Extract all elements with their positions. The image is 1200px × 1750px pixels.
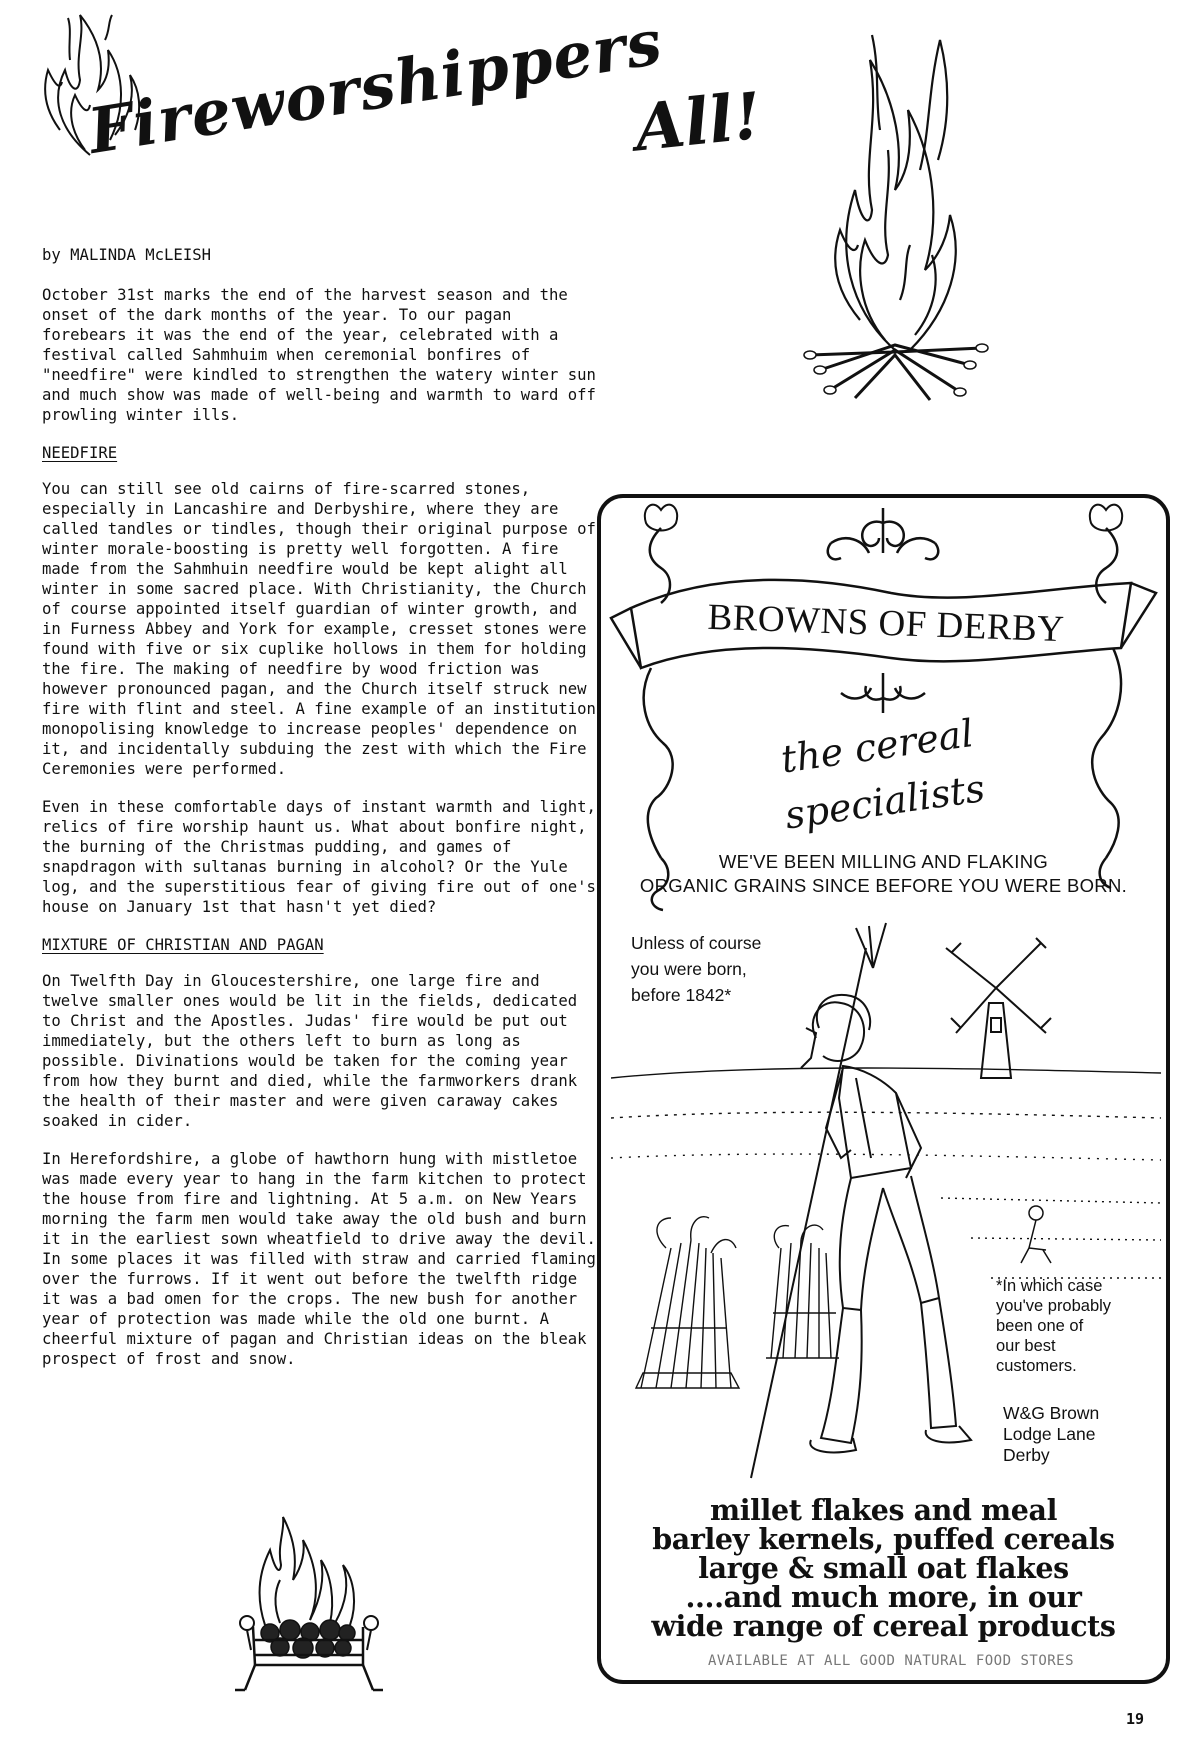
- ad-brand-name: BROWNS OF DERBY: [706, 596, 1066, 651]
- mixture-paragraph-2: In Herefordshire, a globe of hawthorn hung with mistletoe was made every year to hang in the farm kitchen to protect the house from fire and lightning. At 5 a.m. on New Years morning the farm men would take away the old bush and burn it in the earliest sown wheatfield to drive away the devil. In some places it was filled with straw and carried flaming over the furrows. If it went out before the twelfth ridge it was a bad omen for the crops. The new bush for another year of protection was made while the old one burnt. A cheerful mixture of pagan and Christian ideas on the bleak prospect of frost and snow.: [42, 1150, 596, 1368]
- ad-unless-line3: before 1842*: [631, 985, 732, 1005]
- article-title: Fireworshippers: [83, 5, 668, 168]
- ad-tagline-line2: specialists: [782, 765, 988, 838]
- ad-tagline-line1: the cereal: [778, 711, 976, 782]
- ad-unless-line2: you were born,: [631, 959, 747, 979]
- byline: by MALINDA McLEISH: [42, 246, 211, 264]
- article-title-suffix: All!: [631, 78, 765, 167]
- ad-products-line2: barley kernels, puffed cereals: [652, 1522, 1115, 1556]
- browns-of-derby-advert: [597, 494, 1170, 1684]
- ad-availability: AVAILABLE AT ALL GOOD NATURAL FOOD STORES: [707, 1653, 1075, 1669]
- ad-address: [1003, 1403, 1153, 1466]
- ad-address-line2: Lodge Lane: [1003, 1424, 1096, 1444]
- intro-paragraph: October 31st marks the end of the harvest season and the onset of the dark months of the year. To our pagan forebears it was the end of the year, celebrated with a festival called Sahmhuim when ceremonial bonfires of "needfire" were kindled to strengthen the watery winter sun and much show was made of well-being and warmth to ward off prowling winter ills.: [42, 286, 596, 424]
- ad-products-line1: millet flakes and meal: [709, 1493, 1058, 1527]
- ad-milling-line2: ORGANIC GRAINS SINCE BEFORE YOU WERE BORN.: [639, 875, 1128, 896]
- mixture-paragraph-1: On Twelfth Day in Gloucestershire, one large fire and twelve smaller ones would be lit in the fields, dedicated to Christ and the Apostles. Judas' fire would be put out immediately, but the others left to burn as long as possible. Divinations would be taken for the coming year from how they burnt and died, while the farmworkers drank the health of their master and were given caraway cakes soaked in cider.: [42, 972, 578, 1130]
- ad-unless-line1: Unless of course: [631, 933, 762, 953]
- ad-footnote-text: [996, 1276, 1156, 1376]
- ad-products-list: [607, 1493, 1160, 1643]
- brazier-icon: [225, 1515, 390, 1695]
- ad-footnote-line5: customers.: [996, 1357, 1077, 1375]
- ad-footnote-line2: you've probably: [996, 1297, 1112, 1315]
- windmill-icon: [946, 938, 1051, 1078]
- section-heading-needfire: NEEDFIRE: [42, 444, 118, 462]
- section-heading-mixture: MIXTURE OF CHRISTIAN AND PAGAN: [42, 936, 324, 954]
- ad-address-line3: Derby: [1003, 1445, 1050, 1465]
- ad-footnote-line3: been one of: [996, 1317, 1084, 1335]
- article-body: [38, 245, 598, 1387]
- ad-footnote-line4: our best: [996, 1337, 1056, 1355]
- ad-footnote-line1: *In which case: [996, 1277, 1103, 1295]
- ad-unless-text: [631, 930, 801, 1008]
- page-number: 19: [1126, 1710, 1145, 1728]
- needfire-paragraph-2: Even in these comfortable days of instant warmth and light, relics of fire worship haunt us. What about bonfire night, the burning of the Christmas pudding, and games of snapdragon with sultanas burning in alcohol? Or the Yule log, and the superstitious fear of giving fire out of one's house on January 1st that hasn't yet died?: [42, 798, 596, 916]
- ad-products-line4: ....and much more, in our: [685, 1580, 1082, 1614]
- ad-products-line3: large & small oat flakes: [698, 1551, 1069, 1585]
- ad-address-line1: W&G Brown: [1003, 1403, 1100, 1423]
- needfire-paragraph-1: You can still see old cairns of fire-scarred stones, especially in Lancashire and Derbyshire, where they are called tandles or tindles, though their original purpose of winter morale-boosting is pretty well forgotten. A fire made from the Sahmhuin needfire would be kept alight all winter in some sacred place. With Christianity, the Church of course appointed itself guardian of winter growth, and in Furness Abbey and York for example, cresset stones were found with five or six cuplike hollows in them for holding the fire. The making of needfire by wood friction was however pronounced pagan, and the Church itself struck new fire with flint and steel. A fine example of an institution monopolising knowledge to increase peoples' dependence on it, and incidentally subduing the zest with which the Fire Ceremonies were performed.: [42, 480, 596, 778]
- ad-milling-line1: WE'VE BEEN MILLING AND FLAKING: [718, 851, 1049, 872]
- bonfire-icon: [800, 20, 990, 405]
- ad-products-line5: wide range of cereal products: [651, 1609, 1116, 1643]
- ad-milling-text: [611, 850, 1156, 898]
